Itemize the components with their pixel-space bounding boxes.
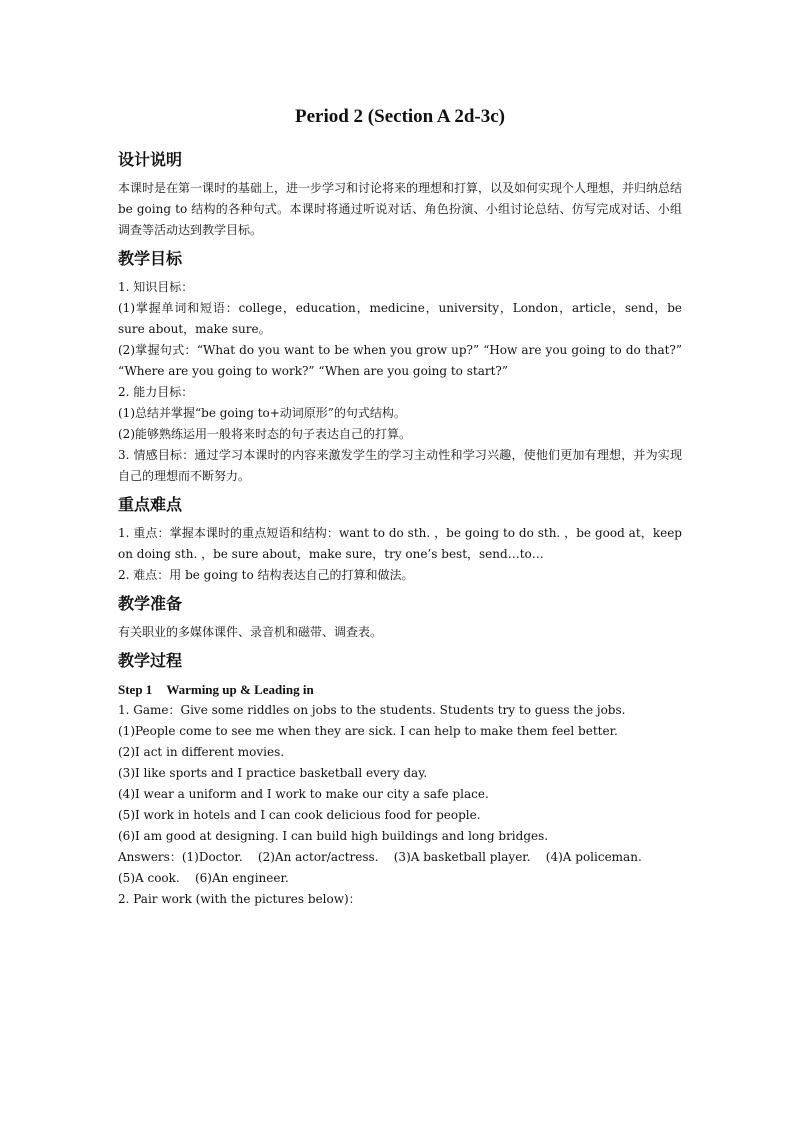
- goal-line: (2)能够熟练运用一般将来时态的句子表达自己的打算。: [118, 427, 412, 441]
- keypoint-line: 2. 难点：用 be going to 结构表达自己的打算和做法。: [118, 568, 414, 582]
- page-title: Period 2 (Section A 2d-3c): [294, 106, 506, 127]
- goal-line: 1. 知识目标：: [118, 280, 194, 294]
- goal-line: (1)总结并掌握“be going to+动词原形”的句式结构。: [118, 406, 406, 420]
- heading-design: 设计说明: [118, 150, 183, 169]
- heading-goals: 教学目标: [118, 249, 183, 268]
- process-line: (2)I act in different movies.: [118, 745, 285, 759]
- keypoint-line: 1. 重点：掌握本课时的重点短语和结构：want to do sth. ，be going to do sth. ，be good at，keep on doing sth. ，be sure about，make sure，try one’s best，send…to…: [118, 526, 682, 561]
- process-line: (5)A cook. (6)An engineer.: [118, 871, 289, 885]
- process-line: 2. Pair work (with the pictures below)：: [118, 892, 361, 906]
- heading-process: 教学过程: [118, 651, 183, 670]
- process-line: (6)I am good at designing. I can build high buildings and long bridges.: [118, 829, 549, 843]
- process-line: 1. Game：Give some riddles on jobs to the students. Students try to guess the jobs.: [118, 703, 626, 717]
- prep-paragraph: 有关职业的多媒体课件、录音机和磁带、调查表。: [118, 625, 383, 639]
- process-line: (1)People come to see me when they are sick. I can help to make them feel better.: [118, 724, 618, 738]
- process-line: Answers：(1)Doctor. (2)An actor/actress. (3)A basketball player. (4)A policeman.: [118, 850, 642, 864]
- process-line: (5)I work in hotels and I can cook delicious food for people.: [118, 808, 481, 822]
- step-label: Step 1: [118, 682, 153, 697]
- heading-keypoints: 重点难点: [118, 495, 183, 514]
- goal-line: (1)掌握单词和短语：college，education，medicine，university，London，article，send，be sure about，make sure。: [118, 301, 682, 336]
- heading-prep: 教学准备: [118, 594, 183, 613]
- design-paragraph: 本课时是在第一课时的基础上，进一步学习和讨论将来的理想和打算，以及如何实现个人理想，并归纳总结 be going to 结构的各种句式。本课时将通过听说对话、角色扮演、小组讨论总结、仿写完成对话、小组调查等活动达到教学目标。: [118, 181, 683, 237]
- goals-list: [118, 277, 682, 487]
- keypoints-list: [118, 523, 682, 586]
- goal-line: 3. 情感目标：通过学习本课时的内容来激发学生的学习主动性和学习兴趣，使他们更加有理想，并为实现自己的理想而不断努力。: [118, 448, 682, 483]
- step-title: Warming up & Leading in: [166, 682, 314, 697]
- process-list: [118, 700, 682, 910]
- step-heading: [118, 679, 682, 700]
- goal-line: 2. 能力目标：: [118, 385, 194, 399]
- process-line: (3)I like sports and I practice basketball every day.: [118, 766, 428, 780]
- goal-line: (2)掌握句式：“What do you want to be when you grow up?” “How are you going to do that?” “Where are you going to work?” “When are you going to start?”: [118, 343, 682, 378]
- process-line: (4)I wear a uniform and I work to make our city a safe place.: [118, 787, 489, 801]
